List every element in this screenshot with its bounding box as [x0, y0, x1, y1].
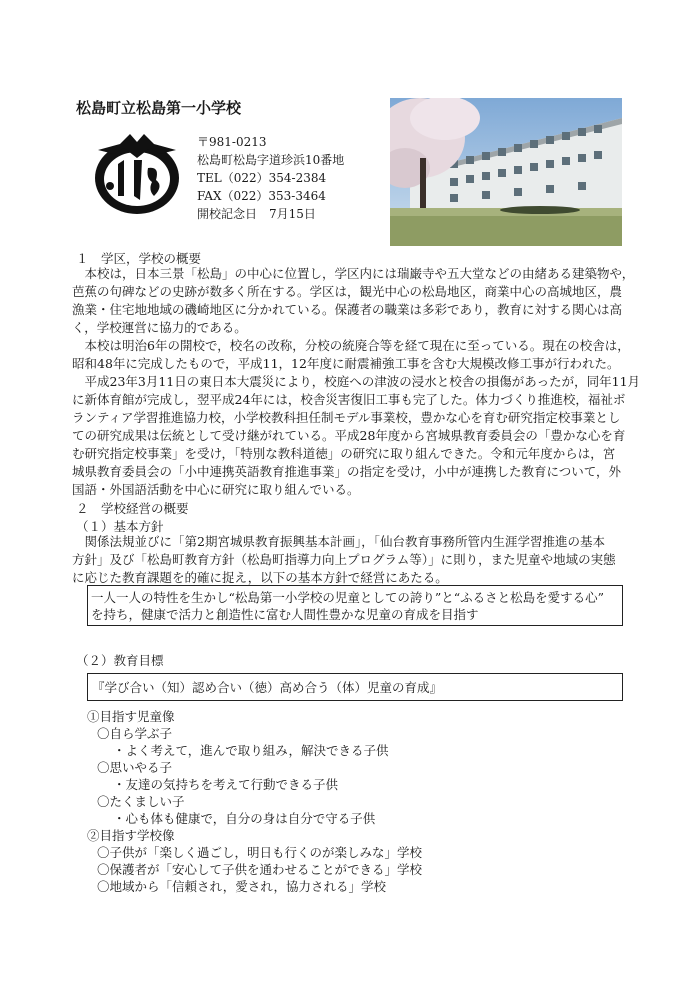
goal-item: 〇保護者が「安心して子供を通わせることができる」学校: [97, 862, 423, 877]
text-line: に応じた教育課題を的確に捉え，以下の基本方針で経営にあたる。: [72, 570, 448, 585]
section-1-paragraph-2: [72, 337, 630, 373]
text-line: く，学校運営に協力的である。: [72, 320, 247, 335]
text-line: 方針」及び「松島町教育方針（松島町指導力向上プログラム等）」に則り，また児童や地域の実態: [72, 552, 616, 567]
goal-heading-school: ②目指す学校像: [87, 828, 175, 843]
goal-item: 〇思いやる子: [97, 760, 173, 775]
basic-policy-text: [72, 533, 616, 587]
school-info: [197, 133, 344, 223]
text-line: 昭和48年に完成したもので，平成11，12年度に耐震補強工事を含む大規模改修工事が行われた。: [72, 356, 620, 371]
text-line: 芭蕉の句碑などの史跡が数多く所在する。学区は，観光中心の松島地区，商業中心の高城地区，農: [72, 284, 623, 299]
section-1-paragraph-1: [72, 265, 634, 337]
goal-detail: ・心も体も健康で，自分の身は自分で守る子供: [113, 811, 376, 826]
goal-detail: ・友達の気持ちを考えて行動できる子供: [113, 777, 339, 792]
address: 松島町松島字道珍浜10番地: [197, 153, 345, 167]
education-goals-heading: （２）教育目標: [76, 653, 164, 668]
postal-code: 〒981-0213: [197, 135, 267, 149]
school-emblem-logo: [90, 130, 184, 216]
text-line: ての研究成果は伝統として受け継がれている。平成28年度から宮城県教育委員会の「豊かな心を育: [72, 428, 626, 443]
section-1-heading: １ 学区，学校の概要: [76, 251, 202, 266]
basic-policy-box: [87, 585, 623, 626]
text-line: 本校は，日本三景「松島」の中心に位置し，学区内には瑞巌寺や五大堂などの由緒ある建築物や，: [72, 266, 635, 281]
telephone: TEL（022）354-2384: [197, 171, 327, 185]
school-title: 松島町立松島第一小学校: [76, 99, 242, 117]
fax: FAX（022）353-3464: [197, 189, 326, 203]
text-line: 平成23年3月11日の東日本大震災により，校庭への津波の浸水と校舎の損傷があったが，同年11月: [72, 374, 641, 389]
goal-item: 〇たくましい子: [97, 794, 185, 809]
goal-detail: ・よく考えて，進んで取り組み，解決できる子供: [113, 743, 389, 758]
text-line: 漁業・住宅地地域の磯崎地区に分かれている。保護者の職業は多彩であり，教育に対する関心は高: [72, 302, 623, 317]
text-line: む研究指定校事業」を受け，「特別な教科道徳」の研究に取り組んできた。令和元年度からは，宮: [72, 446, 616, 461]
anniversary-date: 開校記念日 7月15日: [197, 207, 316, 221]
goal-heading-children: ①目指す児童像: [87, 709, 175, 724]
goal-item: 〇子供が「楽しく過ごし，明日も行くのが楽しみな」学校: [97, 845, 423, 860]
basic-policy-heading: （１）基本方針: [76, 519, 164, 534]
text-line: 城県教育委員会の「小中連携英語教育推進事業」の指定を受け，小中が連携した教育について，外: [72, 464, 622, 479]
text-line: 一人一人の特性を生かし“松島第一小学校の児童としての誇り”と“ふるさと松島を愛する心”: [91, 590, 605, 605]
text-line: 関係法規並びに「第2期宮城県教育振興基本計画」，「仙台教育事務所管内生涯学習推進の基本: [72, 534, 605, 549]
text-line: 本校は明治6年の開校で，校名の改称，分校の統廃合等を経て現在に至っている。現在の校舎は，: [72, 338, 630, 353]
goal-item: 〇地域から「信頼され，愛され，協力される」学校: [97, 879, 387, 894]
school-building-photo: [390, 98, 622, 246]
section-2-heading: ２ 学校経営の概要: [76, 501, 189, 516]
goal-item: 〇自ら学ぶ子: [97, 726, 173, 741]
education-goal-box: 『学び合い（知）認め合い（徳）高め合う（体）児童の育成』: [87, 673, 623, 701]
text-line: に新体育館が完成し，翌平成24年には，校舎災害復旧工事も完了した。体力づくり推進校，福祉ボ: [72, 392, 626, 407]
goals-list: [87, 708, 422, 895]
section-1-paragraph-3: [72, 373, 640, 499]
text-line: 国語・外国語活動を中心に研究に取り組んでいる。: [72, 482, 360, 497]
text-line: を持ち，健康で活力と創造性に富む人間性豊かな児童の育成を目指す: [91, 607, 479, 622]
text-line: ランティア学習推進協力校，小学校教科担任制モデル事業校，豊かな心を育む研究指定校事業とし: [72, 410, 621, 425]
